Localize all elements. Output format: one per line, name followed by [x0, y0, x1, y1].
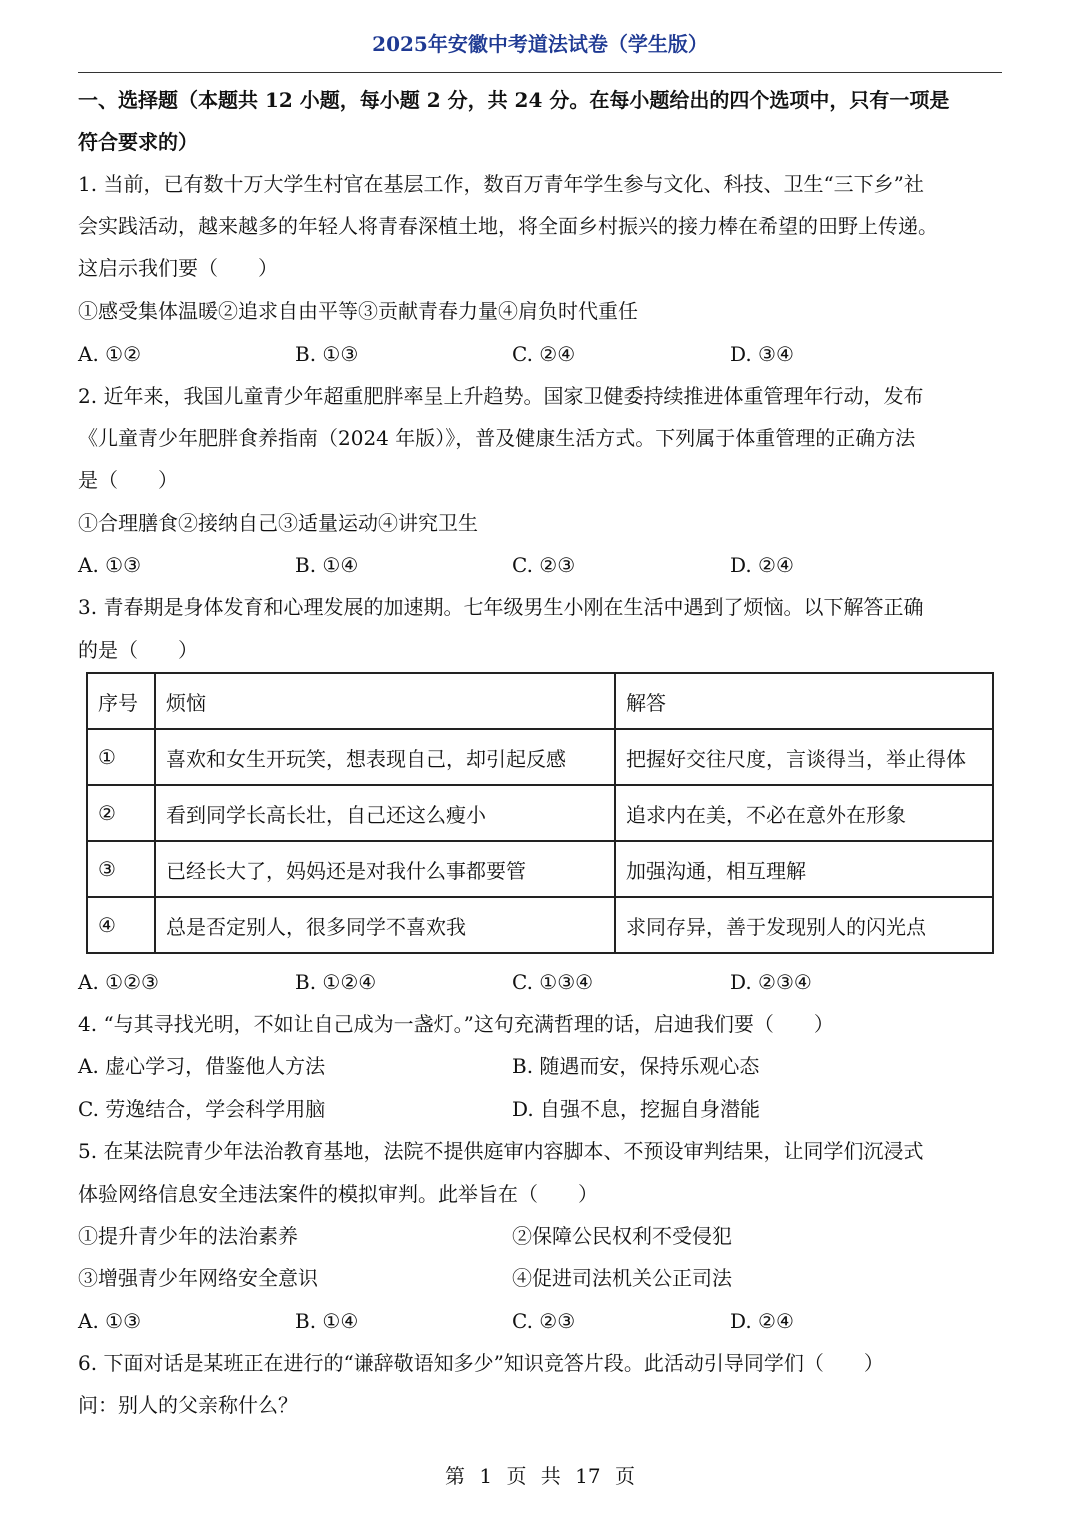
table-header-row	[87, 673, 993, 729]
q6-stem-line2: 问：别人的父亲称什么？	[78, 1393, 298, 1417]
q2-stem-line2: 《儿童青少年肥胖食养指南（2024 年版）》，普及健康生活方式。下列属于体重管理的正确方法	[78, 426, 916, 450]
q3-option-c: C. ①③④	[512, 970, 594, 994]
q2-stem-line1: 2. 近年来，我国儿童青少年超重肥胖率呈上升趋势。国家卫健委持续推进体重管理年行动，发布	[78, 384, 924, 408]
q5-stem-line1: 5. 在某法院青少年法治教育基地，法院不提供庭审内容脚本、不预设审判结果，让同学们沉浸式	[78, 1139, 924, 1163]
q1-option-b: B. ①③	[295, 342, 359, 366]
q5-item-2: ②保障公民权利不受侵犯	[512, 1224, 732, 1248]
table-header-cell: 解答	[615, 673, 993, 729]
table-cell: ②	[87, 785, 155, 841]
table-cell: 看到同学长高长壮，自己还这么瘦小	[155, 785, 615, 841]
q1-option-d: D. ③④	[730, 342, 794, 366]
q4-option-b: B. 随遇而安，保持乐观心态	[512, 1054, 760, 1078]
header-divider	[78, 72, 1002, 73]
q2-option-b: B. ①④	[295, 553, 359, 577]
page-header-title: 2025年安徽中考道法试卷（学生版）	[372, 32, 708, 56]
q2-option-a: A. ①③	[78, 553, 142, 577]
q3-stem-line2: 的是（ ）	[78, 638, 198, 662]
q2-option-c: C. ②③	[512, 553, 576, 577]
q2-stem-line3: 是（ ）	[78, 468, 178, 492]
q5-option-c: C. ②③	[512, 1309, 576, 1333]
q3-table	[86, 672, 994, 954]
q5-item-3: ③增强青少年网络安全意识	[78, 1266, 318, 1290]
table-cell: 加强沟通，相互理解	[615, 841, 993, 897]
q5-option-d: D. ②④	[730, 1309, 794, 1333]
q1-stem-line1: 1. 当前，已有数十万大学生村官在基层工作，数百万青年学生参与文化、科技、卫生“三下乡”社	[78, 172, 924, 196]
q6-stem-line1: 6. 下面对话是某班正在进行的“谦辞敬语知多少”知识竞答片段。此活动引导同学们（ ）	[78, 1351, 884, 1375]
q1-stem-line2: 会实践活动，越来越多的年轻人将青春深植土地，将全面乡村振兴的接力棒在希望的田野上传递。	[78, 214, 938, 238]
q1-items: ①感受集体温暖②追求自由平等③贡献青春力量④肩负时代重任	[78, 299, 638, 323]
section-heading-line2: 符合要求的）	[78, 130, 198, 154]
table-cell: ①	[87, 729, 155, 785]
page-number-footer: 第 1 页 共 17 页	[445, 1464, 635, 1488]
table-row	[87, 785, 993, 841]
table-cell: 把握好交往尺度，言谈得当，举止得体	[615, 729, 993, 785]
table-cell: 总是否定别人，很多同学不喜欢我	[155, 897, 615, 953]
q2-option-d: D. ②④	[730, 553, 794, 577]
q4-stem-line1: 4. “与其寻找光明，不如让自己成为一盏灯。”这句充满哲理的话，启迪我们要（ ）	[78, 1012, 834, 1036]
table-header-cell: 序号	[87, 673, 155, 729]
q3-option-d: D. ②③④	[730, 970, 812, 994]
table-cell: 已经长大了，妈妈还是对我什么事都要管	[155, 841, 615, 897]
q4-option-d: D. 自强不息，挖掘自身潜能	[512, 1097, 761, 1121]
q3-stem-line1: 3. 青春期是身体发育和心理发展的加速期。七年级男生小刚在生活中遇到了烦恼。以下解答正确	[78, 595, 924, 619]
q2-items: ①合理膳食②接纳自己③适量运动④讲究卫生	[78, 511, 478, 535]
q1-option-a: A. ①②	[78, 342, 142, 366]
table-row	[87, 841, 993, 897]
q4-option-a: A. 虚心学习，借鉴他人方法	[78, 1054, 326, 1078]
q5-item-4: ④促进司法机关公正司法	[512, 1266, 732, 1290]
q1-stem-line3: 这启示我们要（ ）	[78, 256, 278, 280]
q3-option-a: A. ①②③	[78, 970, 159, 994]
q4-option-c: C. 劳逸结合，学会科学用脑	[78, 1097, 326, 1121]
table-cell: 喜欢和女生开玩笑，想表现自己，却引起反感	[155, 729, 615, 785]
table-header-cell: 烦恼	[155, 673, 615, 729]
table-row	[87, 897, 993, 953]
section-heading-line1: 一、选择题（本题共 12 小题，每小题 2 分，共 24 分。在每小题给出的四个选项中，只有一项是	[78, 88, 950, 112]
table-cell: 追求内在美，不必在意外在形象	[615, 785, 993, 841]
table-cell: ④	[87, 897, 155, 953]
q5-option-a: A. ①③	[78, 1309, 142, 1333]
q5-item-1: ①提升青少年的法治素养	[78, 1224, 298, 1248]
q5-stem-line2: 体验网络信息安全违法案件的模拟审判。此举旨在（ ）	[78, 1182, 598, 1206]
table-row	[87, 729, 993, 785]
q5-option-b: B. ①④	[295, 1309, 359, 1333]
q1-option-c: C. ②④	[512, 342, 576, 366]
table-cell: ③	[87, 841, 155, 897]
table-cell: 求同存异，善于发现别人的闪光点	[615, 897, 993, 953]
q3-option-b: B. ①②④	[295, 970, 377, 994]
